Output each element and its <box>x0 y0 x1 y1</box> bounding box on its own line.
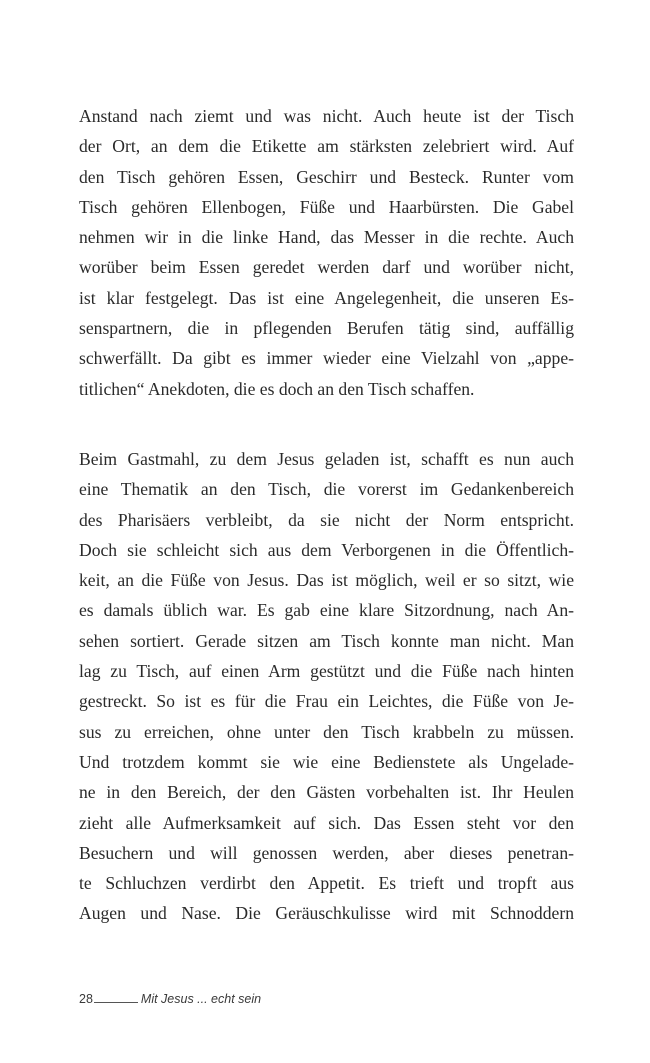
text-line: ne in den Bereich, der den Gästen vorbehalten ist. Ihr Heulen <box>79 782 574 803</box>
text-line: keit, an die Füße von Jesus. Das ist möglich, weil er so sitzt, wie <box>79 570 574 591</box>
text-line: des Pharisäers verbleibt, da sie nicht der Norm entspricht. <box>79 509 574 530</box>
text-line: te Schluchzen verdirbt den Appetit. Es trieft und tropft aus <box>79 873 574 894</box>
running-title: Mit Jesus ... echt sein <box>140 992 262 1006</box>
text-line: ist klar festgelegt. Das ist eine Angelegenheit, die unseren Es- <box>79 287 574 308</box>
text-line: Doch sie schleicht sich aus dem Verborgenen in die Öffentlich- <box>79 539 574 560</box>
text-line: es damals üblich war. Es gab eine klare Sitzordnung, nach An- <box>79 600 574 621</box>
text-line: Tisch gehören Ellenbogen, Füße und Haarbürsten. Die Gabel <box>79 196 574 217</box>
text-line: zieht alle Aufmerksamkeit auf sich. Das Essen steht vor den <box>79 812 574 833</box>
text-line: gestreckt. So ist es für die Frau ein Leichtes, die Füße von Je- <box>79 691 574 712</box>
text-line: Anstand nach ziemt und was nicht. Auch heute ist der Tisch <box>79 106 574 126</box>
text-line: Beim Gastmahl, zu dem Jesus geladen ist, schafft es nun auch <box>79 449 574 469</box>
text-line: Und trotzdem kommt sie wie eine Bedienstete als Ungelade- <box>79 751 574 772</box>
text-line: Besuchern und will genossen werden, aber dieses penetran- <box>79 842 574 863</box>
page-footer <box>79 992 261 1006</box>
paragraph-1 <box>79 101 574 404</box>
text-line: schwerfällt. Da gibt es immer wieder eine Vielzahl von „appe- <box>79 348 574 369</box>
text-line: nehmen wir in die linke Hand, das Messer in die rechte. Auch <box>79 227 574 248</box>
text-line: senspartnern, die in pflegenden Berufen tätig sind, auffällig <box>79 318 574 339</box>
footer-rule <box>94 1002 138 1003</box>
text-line: eine Thematik an den Tisch, die vorerst im Gedankenbereich <box>79 479 574 500</box>
text-line: worüber beim Essen geredet werden darf und worüber nicht, <box>79 257 574 278</box>
text-line: der Ort, an dem die Etikette am stärksten zelebriert wird. Auf <box>79 136 574 157</box>
paragraph-2 <box>79 444 574 929</box>
page-number: 28 <box>79 992 93 1006</box>
text-line: sus zu erreichen, ohne unter den Tisch krabbeln zu müssen. <box>79 721 574 742</box>
text-line: titlichen“ Anekdoten, die es doch an den Tisch schaffen. <box>79 378 475 399</box>
text-line: sehen sortiert. Gerade sitzen am Tisch konnte man nicht. Man <box>79 630 574 651</box>
text-line: lag zu Tisch, auf einen Arm gestützt und die Füße nach hinten <box>79 661 574 682</box>
text-line: Augen und Nase. Die Geräuschkulisse wird mit Schnoddern <box>79 903 574 924</box>
text-line: den Tisch gehören Essen, Geschirr und Besteck. Runter vom <box>79 166 574 187</box>
